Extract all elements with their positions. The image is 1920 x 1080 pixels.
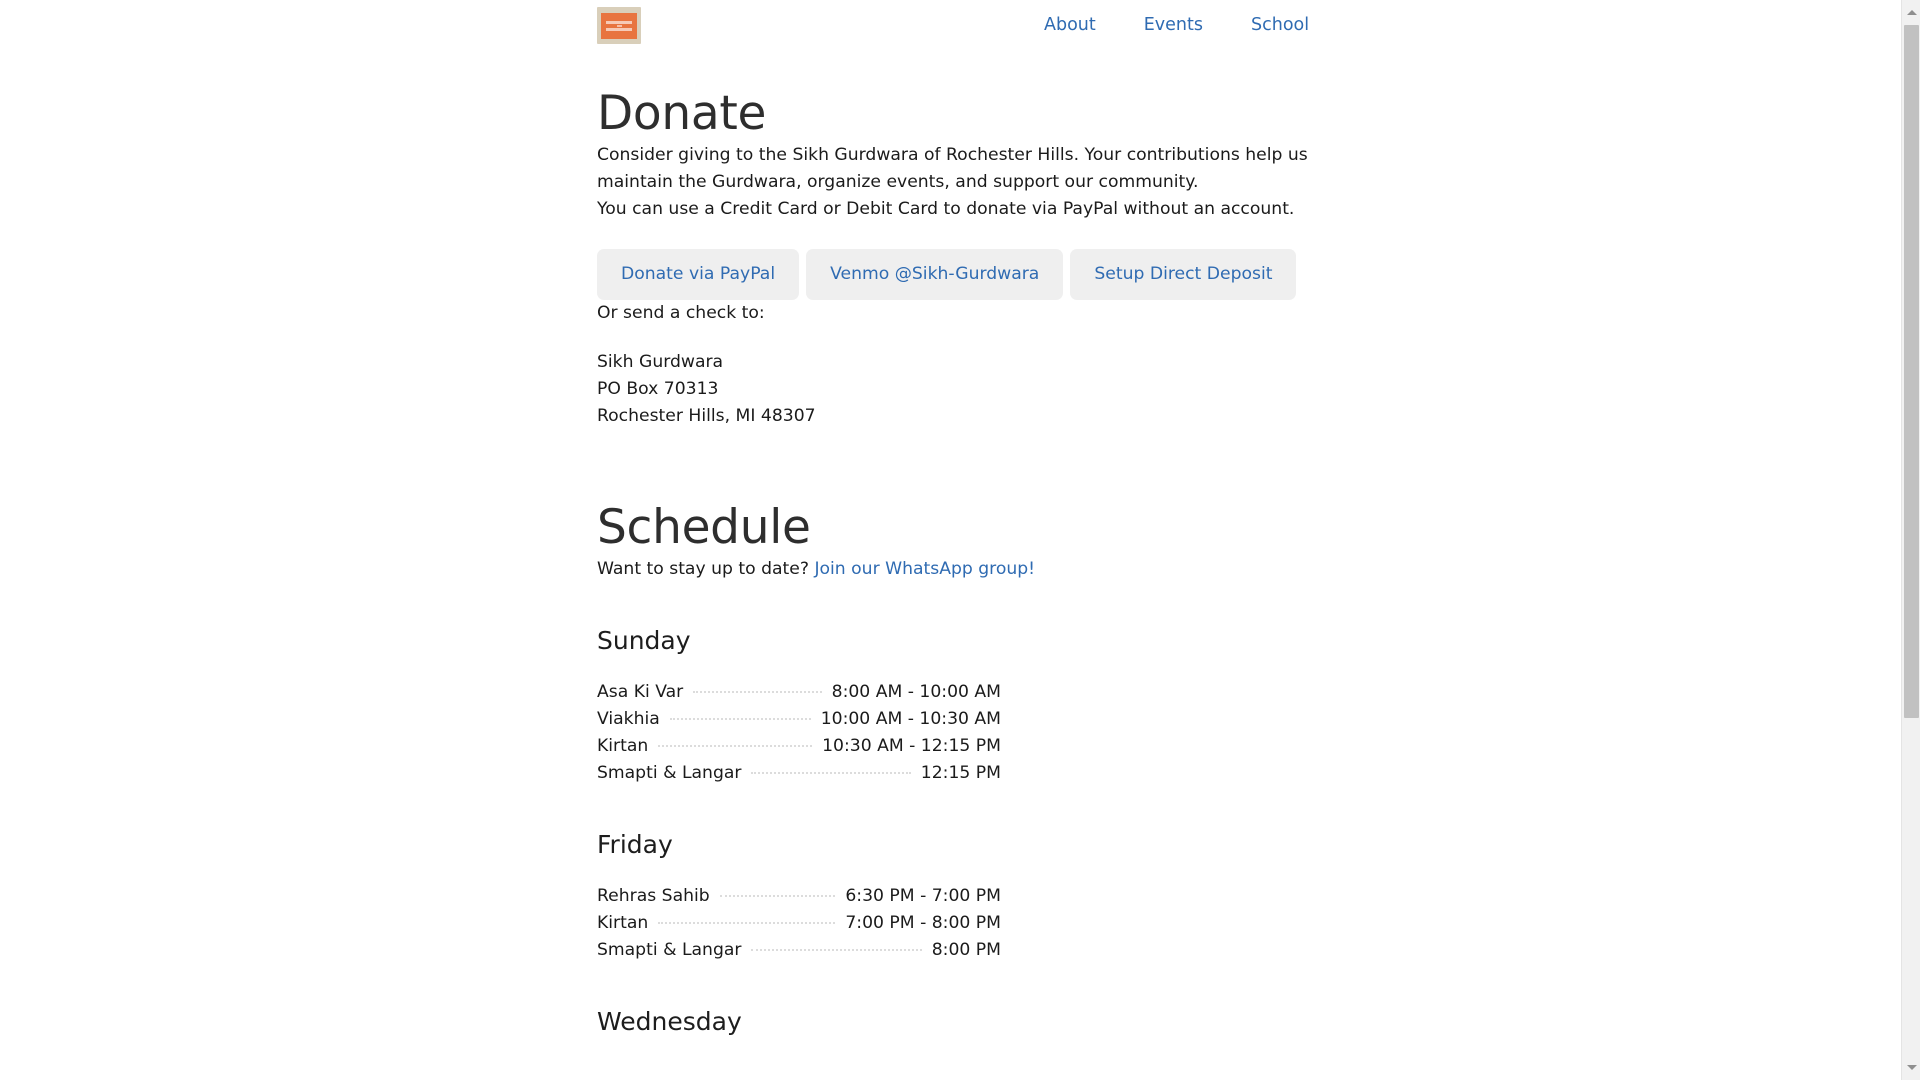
dotted-leader <box>658 745 812 747</box>
day-title-friday: Friday <box>597 830 673 859</box>
schedule-row-time: 8:00 PM <box>931 940 1001 960</box>
schedule-title: Schedule <box>597 500 811 555</box>
schedule-row-time: 8:00 AM - 10:00 AM <box>831 682 1001 702</box>
address-line-2: PO Box 70313 <box>597 379 719 399</box>
direct-deposit-button[interactable]: Setup Direct Deposit <box>1070 249 1296 300</box>
schedule-row <box>597 679 1001 706</box>
scroll-down-arrow-icon[interactable] <box>1902 1059 1920 1076</box>
schedule-row <box>597 883 1001 910</box>
schedule-row-label: Smapti & Langar <box>597 763 742 783</box>
address-line-1: Sikh Gurdwara <box>597 352 724 372</box>
schedule-row-label: Smapti & Langar <box>597 940 742 960</box>
schedule-row-time: 10:30 AM - 12:15 PM <box>822 736 1001 756</box>
schedule-row <box>597 733 1001 760</box>
nav-item-school[interactable]: School <box>1251 15 1310 35</box>
schedule-row-label: Rehras Sahib <box>597 886 710 906</box>
check-note: Or send a check to: <box>597 303 765 323</box>
schedule-row-time: 7:00 PM - 8:00 PM <box>845 913 1001 933</box>
dotted-leader <box>720 895 836 897</box>
schedule-row <box>597 937 1001 964</box>
schedule-row <box>597 910 1001 937</box>
schedule-row-time: 10:00 AM - 10:30 AM <box>820 709 1001 729</box>
schedule-row-time: 6:30 PM - 7:00 PM <box>845 886 1001 906</box>
schedule-rows-sunday <box>597 679 1357 787</box>
donate-button-row <box>597 249 1357 300</box>
day-block-sunday <box>597 625 1357 787</box>
donate-paragraph-2: You can use a Credit Card or Debit Card to donate via PayPal without an account. <box>597 199 1295 219</box>
dotted-leader <box>693 691 821 693</box>
dotted-leader <box>670 718 811 720</box>
donate-paragraph-1: Consider giving to the Sikh Gurdwara of Rochester Hills. Your contributions help us maintain the Gurdwara, organize events, and support our community. <box>597 145 1308 192</box>
dotted-leader <box>658 922 835 924</box>
day-title-wednesday: Wednesday <box>597 1007 742 1036</box>
dotted-leader <box>751 949 921 951</box>
schedule-row-time: 12:15 PM <box>920 763 1001 783</box>
schedule-row-label: Asa Ki Var <box>597 682 684 702</box>
nav-item-events[interactable]: Events <box>1143 15 1204 35</box>
venmo-button[interactable]: Venmo @Sikh-Gurdwara <box>806 249 1063 300</box>
whatsapp-group-link[interactable]: Join our WhatsApp group! <box>814 559 1036 579</box>
schedule-row <box>597 706 1001 733</box>
schedule-row <box>597 760 1001 787</box>
whatsapp-line <box>597 556 1357 583</box>
main-content <box>597 0 1357 1038</box>
vertical-scrollbar[interactable] <box>1901 0 1920 1080</box>
nav-item-about[interactable]: About <box>1044 15 1096 35</box>
address-line-3: Rochester Hills, MI 48307 <box>597 406 816 426</box>
day-title-sunday: Sunday <box>597 626 691 655</box>
whatsapp-prefix: Want to stay up to date? <box>597 559 815 579</box>
schedule-row-label: Viakhia <box>597 709 660 729</box>
scroll-up-arrow-icon[interactable] <box>1902 4 1920 21</box>
page-title: Donate <box>597 86 767 141</box>
schedule-section <box>597 500 1357 1038</box>
dotted-leader <box>751 772 910 774</box>
schedule-rows-friday <box>597 883 1357 964</box>
schedule-row-label: Kirtan <box>597 736 649 756</box>
scrollbar-thumb[interactable] <box>1904 25 1919 718</box>
mailing-address <box>597 349 1357 430</box>
donate-paypal-button[interactable]: Donate via PayPal <box>597 249 799 300</box>
schedule-row-label: Kirtan <box>597 913 649 933</box>
day-block-friday <box>597 829 1357 964</box>
day-block-wednesday <box>597 1006 1357 1038</box>
